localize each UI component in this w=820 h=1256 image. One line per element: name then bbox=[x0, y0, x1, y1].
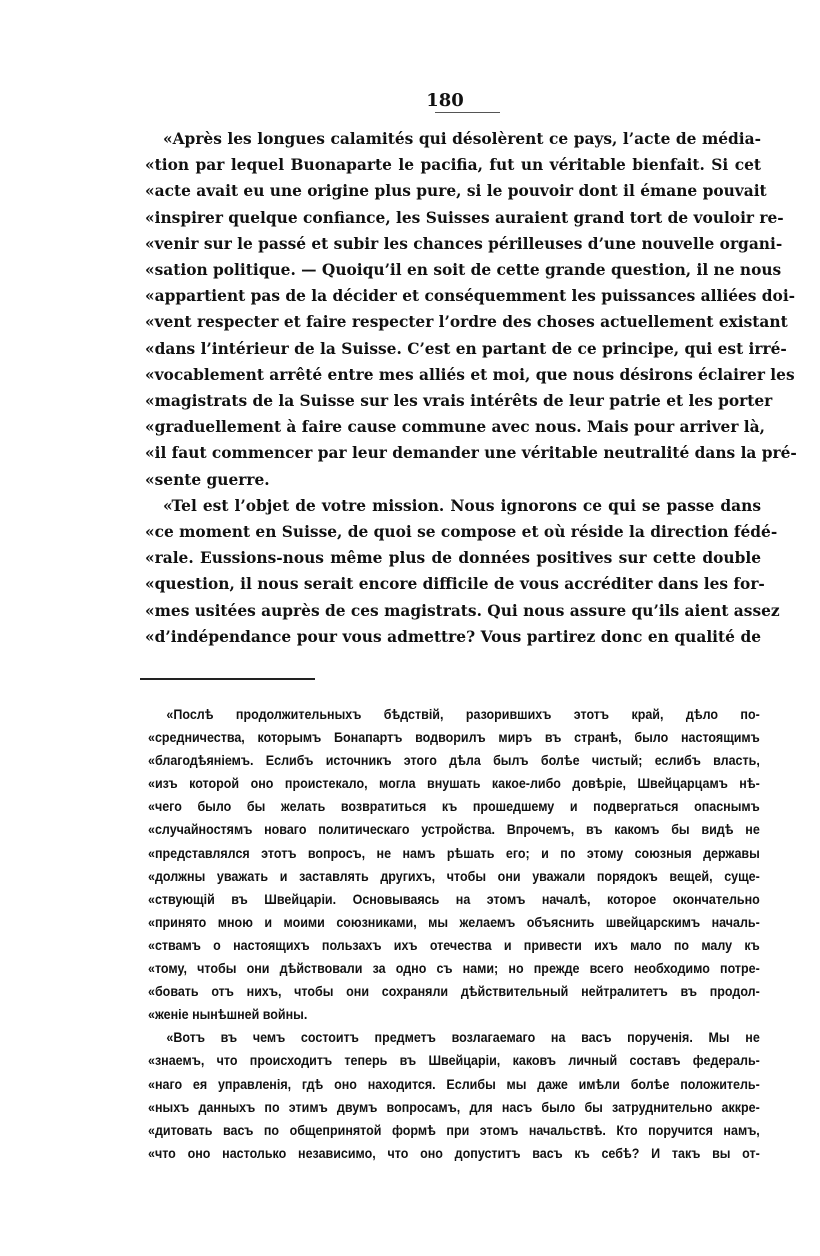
text-line: «rale. Eussions-nous même plus de données positives sur cette double bbox=[145, 549, 761, 568]
paragraph-2 bbox=[145, 493, 780, 650]
text-line: «Tel est l’objet de votre mission. Nous ignorons ce qui se passe dans bbox=[163, 496, 761, 515]
text-line: «magistrats de la Suisse sur les vrais intérêts de leur patrie et les porter bbox=[145, 392, 773, 411]
text-line: «vent respecter et faire respecter l’ordre des choses actuellement existant bbox=[145, 313, 788, 332]
footnote bbox=[148, 703, 760, 1165]
text-line: «Après les longues calamités qui désolèrent ce pays, l’acte de média- bbox=[163, 130, 761, 148]
footnote-separator bbox=[140, 678, 315, 680]
footnote-line: «бовать отъ нихъ, чтобы они сохраняли дѣйствительный нейтралитетъ въ продол- bbox=[148, 984, 760, 1000]
text-line: «question, il nous serait encore difficile de vous accréditer dans les for- bbox=[145, 575, 765, 594]
footnote-line: «тому, чтобы они дѣйствовали за одно съ нами; но прежде всего необходимо потре- bbox=[148, 961, 760, 977]
footnote-line: «женіе нынѣшней войны. bbox=[148, 1007, 308, 1023]
footnote-line: «средничества, которымъ Бонапартъ водворилъ миръ въ странѣ, было настоящимъ bbox=[148, 730, 760, 746]
footnote-line: «знаемъ, что происходитъ теперь въ Швейцаріи, каковъ личный составъ федераль- bbox=[148, 1053, 760, 1069]
footnote-paragraph-2 bbox=[148, 1026, 760, 1165]
footnote-paragraph-1 bbox=[148, 703, 760, 1026]
page-number: 180 bbox=[426, 90, 464, 111]
footnote-line: «наго ея управленія, гдѣ оно находится. Еслибы мы даже имѣли болѣе положитель- bbox=[148, 1076, 760, 1092]
footnote-line: «Вотъ въ чемъ состоитъ предметъ возлагаемаго на васъ порученія. Мы не bbox=[166, 1030, 760, 1046]
footnote-line: «должны уважать и заставлять другихъ, чтобы они уважали порядокъ вещей, суще- bbox=[148, 868, 760, 884]
footnote-line: «ствамъ о настоящихъ пользахъ ихъ отечества и привести ихъ мало по малу къ bbox=[148, 937, 760, 953]
footnote-line: «принято мною и моими союзниками, мы желаемъ объяснить швейцарскимъ началь- bbox=[148, 914, 760, 930]
text-line: «il faut commencer par leur demander une véritable neutralité dans la pré- bbox=[145, 444, 797, 463]
footnote-line: «чего было бы желать возвратиться къ прошедшему и подвергаться опаснымъ bbox=[148, 799, 760, 815]
text-line: «vocablement arrêté entre mes alliés et moi, que nous désirons éclairer les bbox=[145, 365, 795, 384]
text-line: «graduellement à faire cause commune avec nous. Mais pour arriver là, bbox=[145, 418, 765, 437]
text-line: «sente guerre. bbox=[145, 470, 270, 489]
text-line: «venir sur le passé et subir les chances périlleuses d’une nouvelle organi- bbox=[145, 234, 783, 253]
text-line: «acte avait eu une origine plus pure, si le pouvoir dont il émane pouvait bbox=[145, 182, 767, 201]
footnote-line: «представлялся этотъ вопросъ, не намъ рѣшать его; и по этому союзныя державы bbox=[148, 845, 760, 861]
text-line: «sation politique. — Quoiqu’il en soit de cette grande question, il ne nous bbox=[145, 261, 782, 280]
text-line: «appartient pas de la décider et conséquemment les puissances alliées doi- bbox=[145, 287, 796, 306]
text-line: «ce moment en Suisse, de quoi se compose et où réside la direction fédé- bbox=[145, 523, 778, 542]
footnote-line: «Послѣ продолжительныхъ бѣдствій, разорившихъ этотъ край, дѣло по- bbox=[166, 707, 760, 722]
page-number-rule bbox=[435, 112, 500, 113]
text-line: «d’indépendance pour vous admettre? Vous partirez donc en qualité de bbox=[145, 627, 761, 646]
footnote-line: «случайностямъ новаго политическаго устройства. Впрочемъ, въ какомъ бы видѣ не bbox=[148, 822, 760, 838]
main-text bbox=[145, 126, 797, 650]
paragraph-1 bbox=[145, 126, 797, 493]
footnote-line: «ныхъ данныхъ по этимъ двумъ вопросамъ, для насъ было бы затруднительно аккре- bbox=[148, 1099, 760, 1115]
footnote-line: «благодѣяніемъ. Еслибъ источникъ этого дѣла былъ болѣе чистый; еслибъ власть, bbox=[148, 753, 760, 769]
text-line: «mes usitées auprès de ces magistrats. Qui nous assure qu’ils aient assez bbox=[145, 601, 780, 620]
footnote-line: «ствующій въ Швейцаріи. Основываясь на этомъ началѣ, которое окончательно bbox=[148, 891, 760, 907]
text-line: «tion par lequel Buonaparte le pacifia, fut un véritable bienfait. Si cet bbox=[145, 156, 761, 175]
text-line: «inspirer quelque confiance, les Suisses auraient grand tort de vouloir re- bbox=[145, 208, 784, 227]
footnote-line: «изъ которой оно проистекало, могла внушать какое-либо довѣріе, Швейцарцамъ нѣ- bbox=[148, 776, 760, 792]
footnote-line: «дитовать васъ по общепринятой формѣ при этомъ начальствѣ. Кто поручится намъ, bbox=[148, 1122, 760, 1138]
footnote-line: «что оно настолько независимо, что оно допуститъ васъ къ себѣ? И такъ вы от- bbox=[148, 1145, 760, 1161]
text-line: «dans l’intérieur de la Suisse. C’est en partant de ce principe, qui est irré- bbox=[145, 339, 787, 358]
